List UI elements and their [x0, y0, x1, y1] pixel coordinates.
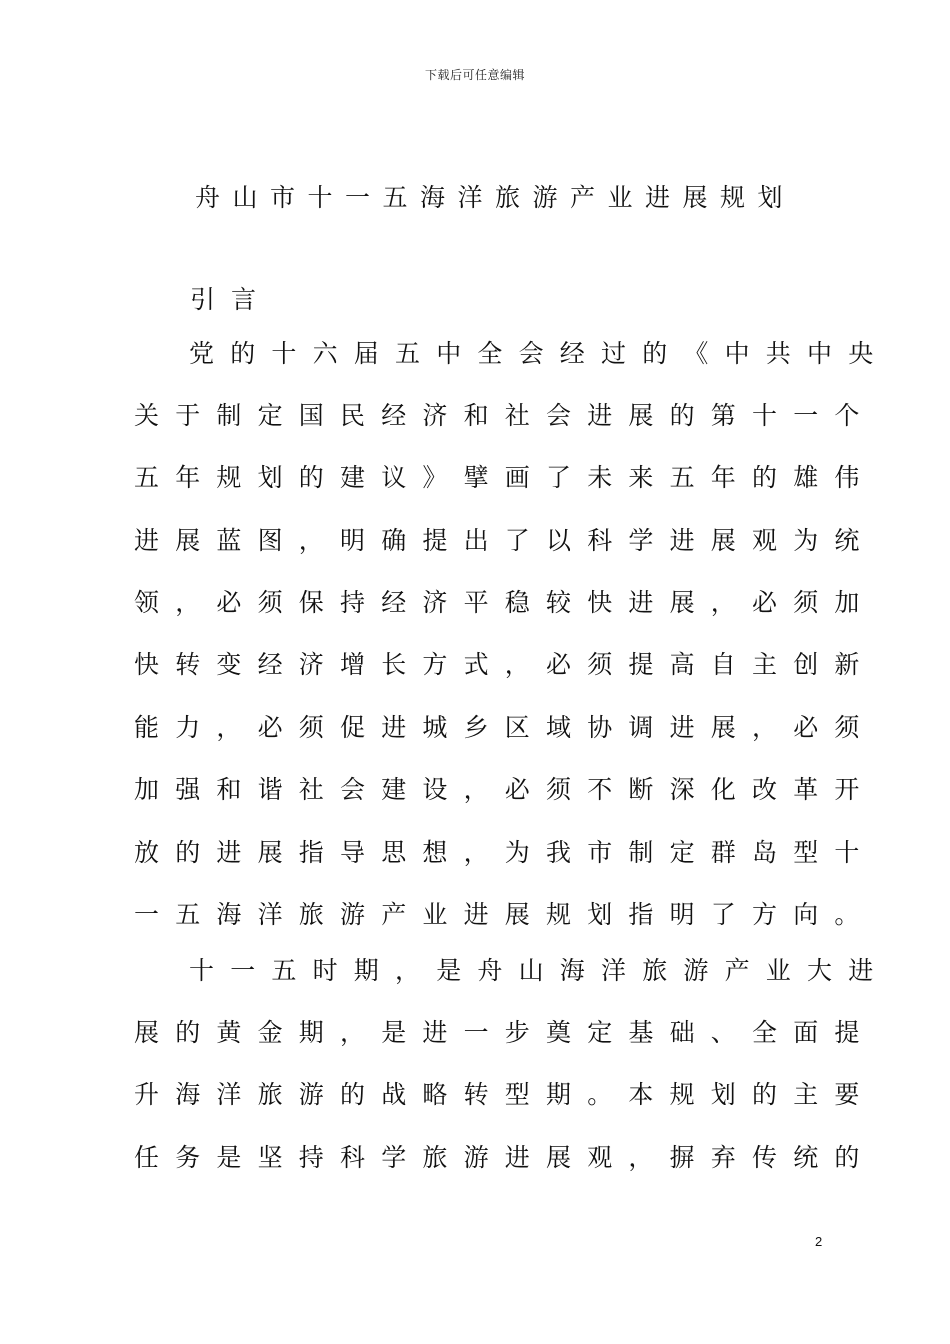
paragraph-line: 十一五时期，是舟山海洋旅游产业大进 [189, 956, 890, 985]
header-note: 下载后可任意编辑 [424, 68, 525, 82]
paragraph-line: 任务是坚持科学旅游进展观，摒弃传统的 [134, 1143, 876, 1172]
paragraph-line: 领，必须保持经济平稳较快进展，必须加 [134, 588, 876, 617]
paragraph-line: 加强和谐社会建设，必须不断深化改革开 [134, 775, 876, 804]
paragraph-line: 能力，必须促进城乡区域协调进展，必须 [134, 713, 876, 742]
paragraph-line: 升海洋旅游的战略转型期。本规划的主要 [134, 1080, 876, 1109]
paragraph-line: 进展蓝图，明确提出了以科学进展观为统 [134, 526, 876, 555]
paragraph-line: 放的进展指导思想，为我市制定群岛型十 [134, 838, 876, 867]
document-title: 舟山市十一五海洋旅游产业进展规划 [194, 183, 795, 212]
paragraph-line: 快转变经济增长方式，必须提高自主创新 [134, 650, 876, 679]
page-number: 2 [815, 1234, 823, 1249]
section-heading: 引言 [190, 285, 273, 314]
paragraph-line: 一五海洋旅游产业进展规划指明了方向。 [134, 900, 876, 929]
paragraph-line: 展的黄金期，是进一步奠定基础、全面提 [134, 1018, 876, 1047]
paragraph-line: 五年规划的建议》擘画了未来五年的雄伟 [134, 463, 876, 492]
paragraph-line: 关于制定国民经济和社会进展的第十一个 [134, 401, 876, 430]
paragraph-line: 党的十六届五中全会经过的《中共中央 [189, 339, 890, 368]
